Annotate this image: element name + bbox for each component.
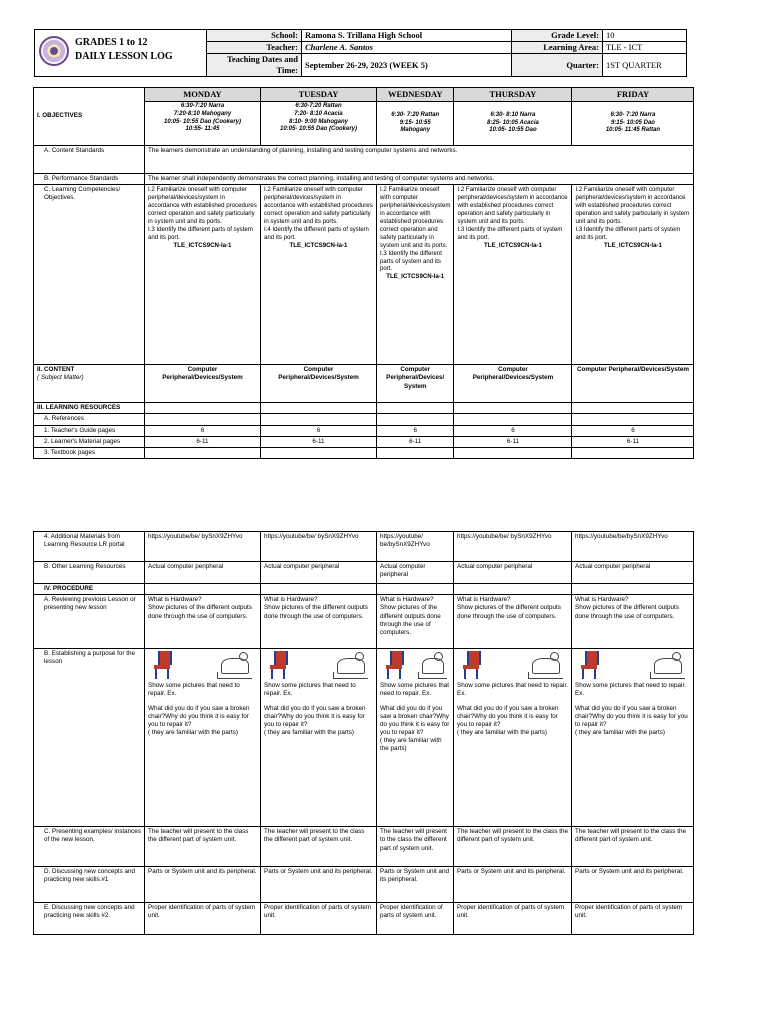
additional-materials-label: 4. Additional Materials from Learning Resource LR portal	[34, 532, 145, 562]
performance-standards-label: B. Performance Standards	[34, 174, 145, 185]
competency-text: I.2 Familiarize oneself with computer peripheral/devices/system in accordance with established procedures correct operation and safety particularly in system unit and its ports. I.3 Identify the different parts of system and its port.	[457, 186, 568, 241]
schedule-wednesday: 6:30- 7:20 Rattan 9:15- 10:55 Mahogany	[377, 102, 454, 146]
teachers-guide-label: 1. Teacher's Guide pages	[34, 425, 145, 436]
lm-pages: 6-11	[454, 436, 572, 447]
other-resources-label: B. Other Learning Resources	[34, 562, 145, 584]
discuss-1-text: Parts or System unit and its peripheral.	[572, 867, 694, 903]
header-title: GRADES 1 to 12 DAILY LESSON LOG	[75, 37, 173, 62]
discuss-2-text: Proper identification of parts of system unit.	[572, 903, 694, 935]
purpose-cell	[454, 649, 572, 827]
review-text: What is Hardware? Show pictures of the different outputs done through the use of computers.	[377, 595, 454, 649]
tg-pages: 6	[261, 425, 377, 436]
discussing-2-label: E. Discussing new concepts and practicing new skills #2.	[34, 903, 145, 935]
discuss-2-text: Proper identification of parts of system unit.	[454, 903, 572, 935]
grade-level-value: 10	[603, 30, 687, 42]
school-label: School:	[207, 30, 302, 42]
person-repairing-icon	[524, 650, 568, 680]
competency-code: TLE_ICTCS9CN-Ia-1	[604, 241, 662, 249]
lesson-table-part1	[33, 87, 694, 459]
content-monday: Computer Peripheral/Devices/System	[145, 365, 261, 403]
resources-label: III. LEARNING RESOURCES	[34, 403, 145, 414]
illustration	[457, 650, 568, 680]
purpose-show-text: Show some pictures that need to repair. Ex.	[380, 682, 449, 698]
teacher-label: Teacher:	[207, 42, 302, 54]
discuss-2-text: Proper identification of parts of system unit.	[261, 903, 377, 935]
review-text: What is Hardware? Show pictures of the different outputs done through the use of computers.	[145, 595, 261, 649]
day-wednesday: WEDNESDAY	[377, 88, 454, 102]
purpose-cell	[572, 649, 694, 827]
discuss-1-text: Parts or System unit and its peripheral.	[261, 867, 377, 903]
procedure-label: IV. PROCEDURE	[34, 584, 145, 595]
school-value: Ramona S. Trillana High School	[302, 30, 512, 42]
review-text: What is Hardware? Show pictures of the different outputs done through the use of computers.	[454, 595, 572, 649]
discuss-2-text: Proper identification of parts of system unit.	[145, 903, 261, 935]
header-info-table	[206, 29, 687, 77]
dates-label: Teaching Dates and Time:	[207, 54, 302, 77]
chair-icon	[380, 650, 406, 680]
competency-text: I.2 Familiarize oneself with computer peripheral/devices/system in accordance with established procedures correct operation and safety particularly in system unit and its ports. I.3 Identify the different parts of system and its port.	[575, 186, 690, 241]
competency-code: TLE_ICTCS9CN-Ia-1	[484, 241, 542, 249]
other-resources: Actual computer peripheral	[572, 562, 694, 584]
chair-icon	[457, 650, 483, 680]
person-repairing-icon	[329, 650, 373, 680]
chair-icon	[148, 650, 174, 680]
reviewing-label: A. Reviewing previous Lesson or presenting new lesson	[34, 595, 145, 649]
purpose-show-text: Show some pictures that need to repair. Ex.	[575, 682, 686, 698]
competency-text: I.2 Familiarize oneself with computer peripheral/devices/system in accordance with established procedures correct operation and safety particularly in system unit and its ports. I.3 Identify the different parts of system and its port.	[148, 186, 257, 241]
content-friday: Computer Peripheral/Devices/System	[572, 365, 694, 403]
competency-text: I.2 Familiarize oneself with computer peripheral/devices/system in accordance with established procedures correct operation and safety particularly in system unit and its ports. I.4 Identify the different parts of system and its port.	[264, 186, 373, 241]
other-resources: Actual computer peripheral	[454, 562, 572, 584]
other-resources: Actual computer peripheral	[261, 562, 377, 584]
references-label: A. References	[34, 414, 145, 425]
competency-wednesday	[377, 185, 454, 365]
purpose-show-text: Show some pictures that need to repair. Ex.	[148, 682, 240, 698]
lesson-table-part2	[33, 531, 694, 935]
chair-icon	[264, 650, 290, 680]
discuss-1-text: Parts or System unit and its peripheral.	[145, 867, 261, 903]
purpose-question: What did you do if you saw a broken chair?Why do you think it is easy for you to repair it? ( they are familiar with the parts)	[575, 704, 688, 737]
discuss-1-text: Parts or System unit and its peripheral.	[377, 867, 454, 903]
textbook-label: 3. Textbook pages	[34, 447, 145, 458]
review-text: What is Hardware? Show pictures of the different outputs done through the use of computers.	[572, 595, 694, 649]
illustration	[380, 650, 450, 680]
competency-friday	[572, 185, 694, 365]
day-tuesday: TUESDAY	[261, 88, 377, 102]
link-friday[interactable]: https://youtube/be/bySnX9ZHYvo	[572, 532, 694, 562]
other-resources: Actual computer peripheral	[145, 562, 261, 584]
quarter-value: 1ST QUARTER	[603, 54, 687, 77]
competency-code: TLE_ICTCS9CN-Ia-1	[173, 241, 232, 249]
present-text: The teacher will present to the class the different part of system unit.	[145, 827, 261, 867]
review-text: What is Hardware? Show pictures of the different outputs done through the use of computers.	[261, 595, 377, 649]
purpose-cell	[261, 649, 377, 827]
lm-pages: 6-11	[572, 436, 694, 447]
chair-icon	[575, 650, 601, 680]
schedule-tuesday: 6:30-7:20 Rattan 7:20- 8:10 Acacia 8:10- 9:00 Mahogany 10:05- 10:55 Dao (Cookery)	[261, 102, 377, 146]
competencies-label: C. Learning Competencies/ Objectives.	[34, 185, 145, 365]
tg-pages: 6	[572, 425, 694, 436]
competency-thursday	[454, 185, 572, 365]
content-tuesday: Computer Peripheral/Devices/System	[261, 365, 377, 403]
discuss-2-text: Proper identification of parts of system unit.	[377, 903, 454, 935]
present-text: The teacher will present to the class the different part of system unit.	[377, 827, 454, 867]
illustration	[264, 650, 373, 680]
link-tuesday[interactable]: https://youtube/be/ bySnX9ZHYvo	[261, 532, 377, 562]
competency-code: TLE_ICTCS9CN-Ia-1	[386, 273, 445, 281]
content-label-cell	[34, 365, 145, 403]
day-friday: FRIDAY	[572, 88, 694, 102]
lm-pages: 6-11	[377, 436, 454, 447]
purpose-show-text: Show some pictures that need to repair. Ex.	[264, 682, 356, 698]
discussing-1-label: D. Discussing new concepts and practicing new skills.#1	[34, 867, 145, 903]
performance-standards-text: The learner shall independently demonstrates the correct planning, installing and testing of computer systems and networks.	[145, 174, 694, 185]
purpose-question: What did you do if you saw a broken chair?Why do you think it is easy for you to repair it? ( they are familiar with the parts)	[264, 704, 366, 737]
teacher-value: Charlene A. Santos	[302, 42, 512, 54]
content-sub-label: ( Subject Matter)	[37, 374, 84, 382]
illustration	[148, 650, 257, 680]
day-thursday: THURSDAY	[454, 88, 572, 102]
purpose-show-text: Show some pictures that need to repair. Ex.	[457, 682, 568, 698]
person-repairing-icon	[213, 650, 257, 680]
lm-pages: 6-11	[261, 436, 377, 447]
purpose-label: B. Establishing a purpose for the lesson	[34, 649, 145, 827]
other-resources: Actual computer peripheral	[377, 562, 454, 584]
present-text: The teacher will present to the class the different part of system unit.	[261, 827, 377, 867]
purpose-question: What did you do if you saw a broken chair?Why do you think it is easy for you to repair it? ( they are familiar with the parts)	[380, 704, 450, 753]
link-monday[interactable]: https://youtube/be/ bySnX9ZHYvo	[145, 532, 261, 562]
dates-value: September 26-29, 2023 (WEEK 5)	[302, 54, 512, 77]
deped-seal-icon	[39, 36, 69, 66]
competency-tuesday	[261, 185, 377, 365]
schedule-thursday: 6:30- 8:10 Narra 8:25- 10:05 Acacia 10:05- 10:55 Dao	[454, 102, 572, 146]
competency-code: TLE_ICTCS9CN-Ia-1	[289, 241, 348, 249]
tg-pages: 6	[454, 425, 572, 436]
schedule-monday: 6:30-7:20 Narra 7:20-8:10 Mahogany 10:05- 10:55 Dao (Cookery) 10:55- 11:45	[145, 102, 261, 146]
purpose-question: What did you do if you saw a broken chair?Why do you think it is easy for you to repair it? ( they are familiar with the parts)	[148, 704, 250, 737]
discuss-1-text: Parts or System unit and its peripheral.	[454, 867, 572, 903]
presenting-label: C. Presenting examples/ instances of the new lesson.	[34, 827, 145, 867]
header-title-block	[34, 29, 206, 77]
content-label: II. CONTENT	[37, 366, 75, 374]
content-thursday: Computer Peripheral/Devices/System	[454, 365, 572, 403]
tg-pages: 6	[377, 425, 454, 436]
quarter-label: Quarter:	[512, 54, 603, 77]
content-standards-text: The learners demonstrate an understanding of planning, installing and testing computer systems and networks.	[145, 146, 694, 174]
present-text: The teacher will present to the class the different part of system unit.	[572, 827, 694, 867]
tg-pages: 6	[145, 425, 261, 436]
content-wednesday: Computer Peripheral/Devices/ System	[377, 365, 454, 403]
illustration	[575, 650, 690, 680]
purpose-cell	[145, 649, 261, 827]
learning-area-value: TLE - ICT	[603, 42, 687, 54]
link-wednesday[interactable]: https://youtube/ be/bySnX9ZHYvo	[377, 532, 454, 562]
learning-area-label: Learning Area:	[512, 42, 603, 54]
person-repairing-icon	[414, 650, 450, 680]
schedule-friday: 6:30- 7:20 Narra 9:15- 10:05 Dao 10:05- 11:45 Rattan	[572, 102, 694, 146]
learners-material-label: 2. Learner's Material pages	[34, 436, 145, 447]
competency-monday	[145, 185, 261, 365]
link-thursday[interactable]: https://youtube/be/ bySnX9ZHYvo	[454, 532, 572, 562]
competency-text: I.2 Familiarize oneself with computer peripheral/devices/system in accordance with established procedures correct operation and safety particularly in system unit and its ports. I.3 Identify the different parts of system and its port.	[380, 186, 451, 273]
lm-pages: 6-11	[145, 436, 261, 447]
day-monday: MONDAY	[145, 88, 261, 102]
purpose-question: What did you do if you saw a broken chair?Why do you think it is easy for you to repair it? ( they are familiar with the parts)	[457, 704, 559, 737]
person-repairing-icon	[646, 650, 690, 680]
objectives-label: I. OBJECTIVES	[34, 88, 145, 146]
present-text: The teacher will present to the class the different part of system unit.	[454, 827, 572, 867]
content-standards-label: A. Content Standards	[34, 146, 145, 174]
purpose-cell	[377, 649, 454, 827]
grade-level-label: Grade Level:	[512, 30, 603, 42]
